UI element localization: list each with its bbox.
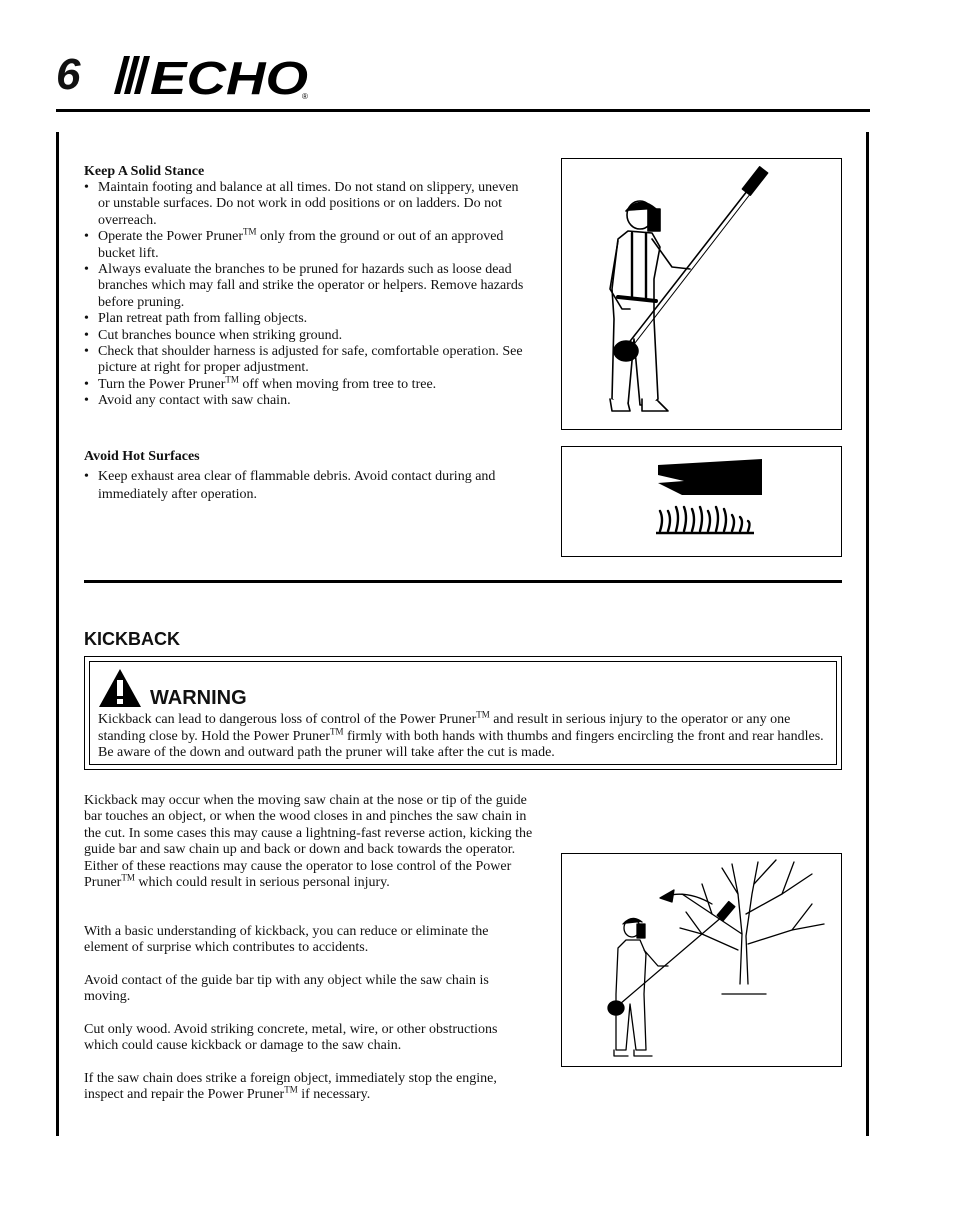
left-margin-rule: [56, 132, 59, 1136]
kickback-paragraph-3: Avoid contact of the guide bar tip with any object while the saw chain is moving.: [84, 973, 489, 1005]
list-item: • Cut branches bounce when striking ground.: [84, 328, 524, 344]
hot-surface-illustration: [561, 446, 842, 557]
warning-inner-frame: [89, 661, 837, 765]
list-item: • Always evaluate the branches to be pruned for hazards such as loose dead branches which may fall and strike the operator or helpers. Remove hazards before pruning.: [84, 262, 524, 311]
solid-stance-list: [84, 180, 524, 410]
svg-text:ECHO: ECHO: [150, 54, 309, 100]
solid-stance-heading: Keep A Solid Stance: [84, 164, 205, 179]
hand-heat-icon: [562, 447, 841, 556]
list-item: • Plan retreat path from falling objects.: [84, 311, 524, 327]
list-item: • Turn the Power Pruner™ off when moving from tree to tree.: [84, 377, 524, 393]
kickback-paragraph-2: With a basic understanding of kickback, you can reduce or eliminate the element of surprise which contributes to accidents.: [84, 924, 489, 956]
warning-text: Kickback can lead to dangerous loss of control of the Power Pruner™ and result in serious injury to the operator or any one standing close by. Hold the Power Pruner™ firmly with both hands with thumbs and fingers encircling the front and rear handles. Be aware of the down and outward path the pruner will take after the cut is made.: [98, 709, 824, 761]
page-number: 6: [56, 50, 81, 99]
operator-stance-illustration: [561, 158, 842, 430]
operator-figure: [562, 159, 841, 429]
kickback-paragraph-4: Cut only wood. Avoid striking concrete, metal, wire, or other obstructions which could cause kickback or damage to the saw chain.: [84, 1022, 498, 1054]
list-item: • Operate the Power Pruner™ only from the ground or out of an approved bucket lift.: [84, 229, 524, 262]
list-item: • Keep exhaust area clear of flammable debris. Avoid contact during and immediately after operation.: [84, 468, 524, 503]
warning-label: WARNING: [150, 687, 247, 709]
echo-logo: [112, 54, 312, 100]
list-item: • Check that shoulder harness is adjusted for safe, comfortable operation. See picture at right for proper adjustment.: [84, 344, 524, 377]
section-divider: [84, 580, 842, 583]
hot-surfaces-heading: Avoid Hot Surfaces: [84, 449, 200, 464]
list-item: • Avoid any contact with saw chain.: [84, 393, 524, 409]
warning-triangle-icon: [98, 668, 142, 708]
right-margin-rule: [866, 132, 869, 1136]
kickback-figure: [562, 854, 841, 1066]
kickback-tree-illustration: [561, 853, 842, 1067]
hot-surfaces-list: [84, 468, 524, 503]
kickback-heading: KICKBACK: [84, 629, 180, 649]
kickback-paragraph-1: Kickback may occur when the moving saw chain at the nose or tip of the guide bar touches an object, or when the wood closes in and pinches the saw chain in the cut. In some cases this may cause a lightning-fast reverse action, kicking the guide bar and saw chain up and back or down and back towards the operator. Either of these reactions may cause the operator to lose control of the Power Pruner™ which could result in serious personal injury.: [84, 793, 533, 891]
header-rule: [56, 109, 870, 112]
list-item: • Maintain footing and balance at all times. Do not stand on slippery, uneven or unstable surfaces. Do not work in odd positions or on ladders. Do not overreach.: [84, 180, 524, 229]
warning-box: [84, 656, 842, 770]
svg-text:®: ®: [302, 92, 308, 100]
kickback-paragraph-5: If the saw chain does strike a foreign object, immediately stop the engine, inspect and repair the Power Pruner™ if necessary.: [84, 1071, 497, 1103]
